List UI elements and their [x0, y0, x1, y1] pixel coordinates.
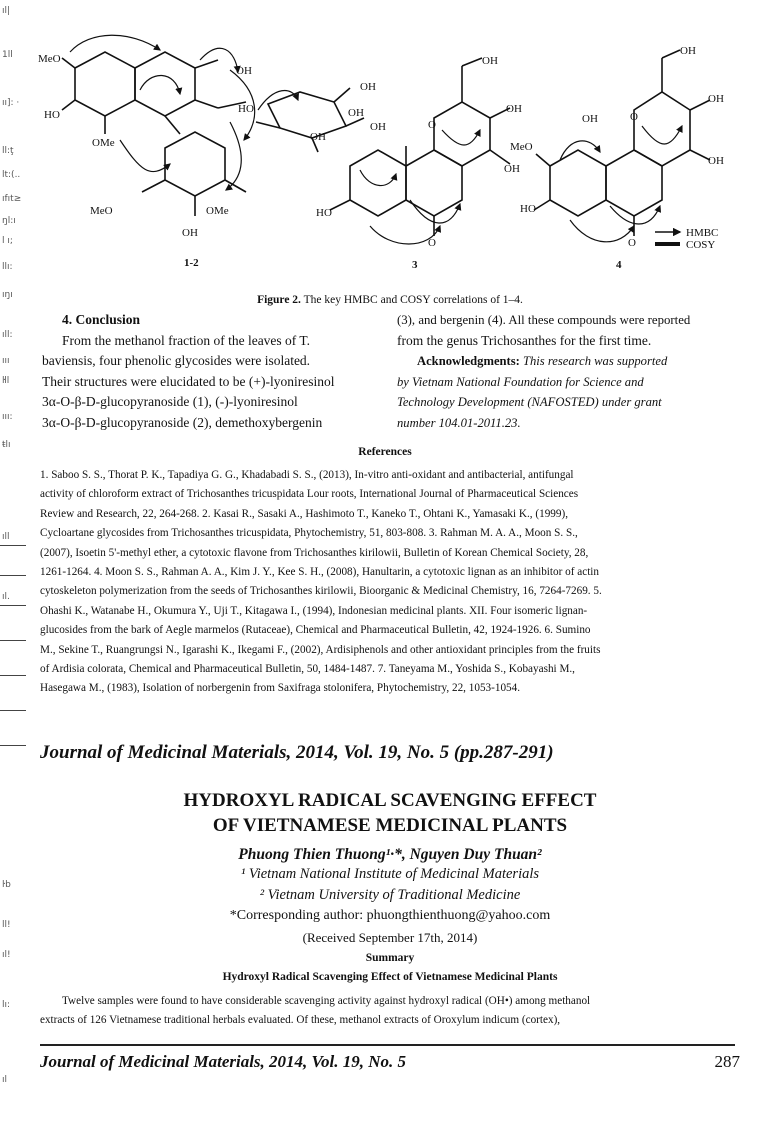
atom-label: MeO: [38, 53, 61, 65]
atom-label: OH: [582, 113, 598, 125]
atom-label: OH: [708, 155, 724, 167]
margin-scrap: ıll: [2, 532, 10, 542]
compound-4-skeleton: [534, 50, 710, 242]
margin-line: [0, 575, 26, 576]
margin-scrap: ıl|: [2, 6, 11, 16]
margin-line: [0, 545, 26, 546]
journal-line: Journal of Medicinal Materials, 2014, Vol. 19, No. 5 (pp.287-291): [40, 742, 554, 763]
reference-line: cytoskeleton polymerization from the seeds of Trichosanthes kirilowii, Bioorganic & Medicinal Chemistry, 16, 7264-7269. 5.: [40, 585, 602, 598]
atom-label: HO: [316, 207, 332, 219]
atom-label: OMe: [92, 137, 115, 149]
atom-label: HO: [520, 203, 536, 215]
legend-cosy: COSY: [686, 239, 716, 251]
margin-scrap: ııı:: [2, 412, 13, 422]
reference-line: glucosides from the bark of Aegle marmelos (Rutaceae), Chemical and Pharmaceutical Bulletin, 42, 1924-1926. 6. Sumino: [40, 624, 591, 637]
reference-line: 1. Saboo S. S., Thorat P. K., Tapadiya G. G., Khadabadi S. S., (2013), In-vitro anti-oxidant and antibacterial, antifungal: [40, 469, 574, 481]
atom-label: MeO: [90, 205, 113, 217]
margin-scrap: lt:(..: [2, 170, 21, 180]
received-date: (Received September 17th, 2014): [302, 930, 478, 945]
reference-line: (2007), Isoetin 5'-methyl ether, a cytotoxic flavone from Trichosanthes kirilowii, Bulletin of Korean Chemical Society, 28,: [40, 546, 589, 559]
atom-label: OH: [360, 81, 376, 93]
margin-scrap: ŀll: [2, 376, 10, 386]
margin-scrap: ıŋı: [2, 290, 13, 300]
reference-line: of Ardisia colorata, Chemical and Pharmaceutical Bulletin, 50, 1484-1487. 7. Taneyama M., Yoshida S., Kobayashi M.,: [40, 663, 575, 676]
margin-line: [0, 675, 26, 676]
atom-label: MeO: [510, 141, 533, 153]
margin-scrap: llı:: [2, 262, 13, 272]
figure-caption: [120, 294, 660, 306]
atom-label: OH: [370, 121, 386, 133]
atom-label: O: [628, 237, 636, 249]
margin-scrap: ŧlı: [2, 440, 11, 450]
atom-label: OH: [482, 55, 498, 67]
footer-journal: Journal of Medicinal Materials, 2014, Vol. 19, No. 5: [40, 1052, 407, 1071]
summary-line: extracts of 126 Vietnamese traditional herbals evaluated. Of these, methanol extracts of Oroxylum indicum (cortex),: [40, 1014, 561, 1026]
margin-line: [0, 640, 26, 641]
summary-line: Twelve samples were found to have considerable scavenging activity against hydroxyl radical (OH•) among methanol: [62, 995, 591, 1007]
margin-scrap: ll:ţ: [2, 146, 14, 156]
summary-subheading: Hydroxyl Radical Scavenging Effect of Vietnamese Medicinal Plants: [222, 971, 558, 983]
margin-scrap: ııı: [2, 356, 10, 366]
atom-label: OH: [680, 45, 696, 57]
references-heading: References: [358, 446, 412, 458]
margin-scrap: ıll:: [2, 330, 13, 340]
atom-label: OH: [182, 227, 198, 239]
margin-line: [0, 710, 26, 711]
margin-scrap: ıfıt≥: [2, 194, 22, 204]
reference-line: Hasegawa M., (1983), Isolation of norbergenin from Saxifraga stolonifera, Phytochemistry, 22, 1053-1054.: [40, 682, 521, 695]
margin-scrap: lı:: [2, 1000, 11, 1010]
figure-caption-text: The key HMBC and COSY correlations of 1–4.: [300, 294, 523, 306]
acknowledgments: [397, 351, 737, 372]
atom-label: OH: [708, 93, 724, 105]
margin-scrap: ıl.: [2, 592, 10, 602]
conclusion-heading: 4. Conclusion: [62, 312, 141, 327]
right-column: [397, 310, 737, 433]
compound-label: 4: [616, 259, 622, 271]
structures-figure: [30, 30, 750, 292]
legend-hmbc: HMBC: [686, 227, 719, 239]
atom-label: OH: [348, 107, 364, 119]
ack-line: by Vietnam National Foundation for Science and: [397, 374, 644, 389]
right-line: from the genus Trichosanthes for the first time.: [397, 332, 652, 348]
conclusion-line: baviensis, four phenolic glycosides were isolated.: [42, 353, 311, 368]
conclusion-line: 3α-O-β-D-glucopyranoside (2), demethoxybergenin: [42, 414, 323, 430]
conclusion-line: 3α-O-β-D-glucopyranoside (1), (-)-lyoniresinol: [42, 394, 298, 409]
reference-line: Review and Research, 22, 264-268. 2. Kasai R., Sasaki A., Hashimoto T., Kaneko T., Ohtani K., Yamasaki K., (1999),: [40, 507, 569, 520]
reference-line: Ohashi K., Watanabe H., Okumura Y., Uji T., Kitagawa I., (1994), Indonesian medicinal plants. XII. Four isomeric lignan-: [40, 604, 588, 617]
references-block: [40, 466, 740, 699]
atom-label: O: [630, 111, 638, 123]
corresponding-author: *Corresponding author: phuongthienthuong@yahoo.com: [229, 908, 551, 923]
conclusion-section: [42, 310, 382, 433]
affiliation: ² Vietnam University of Traditional Medicine: [259, 887, 521, 903]
page-number: 287: [714, 1052, 740, 1071]
reference-line: M., Sekine T., Ruangrungsi N., Igarashi K., Ikegami F., (2002), Ardisiphenols and other antioxidant principles from the fruits: [40, 643, 601, 656]
margin-scrap: ŀb: [2, 880, 11, 890]
conclusion-line: Their structures were elucidated to be (+)-lyoniresinol: [42, 373, 335, 389]
margin-scrap: 1ll: [2, 50, 13, 60]
atom-label: O: [428, 237, 436, 249]
atom-label: OMe: [206, 205, 229, 217]
margin-line: [0, 745, 26, 746]
reference-line: 1261-1264. 4. Moon S. S., Rahman A. A., Kim J. Y., Kee S. H., (2008), Hanultarin, a cytotoxic lignan as an inhibitor of actin: [40, 566, 600, 579]
reference-line: Cycloartane glycosides from Trichosanthes tricuspidata, Phytochemistry, 51, 803-808. 3. Rahman M. A. A., Moon S. S.,: [40, 527, 578, 540]
atom-label: HO: [238, 103, 254, 115]
margin-scrap: ll!: [2, 920, 11, 930]
atom-label: OH: [504, 163, 520, 175]
margin-scrap: l ı;: [2, 236, 13, 246]
conclusion-line: From the methanol fraction of the leaves of T.: [62, 332, 311, 348]
right-line: (3), and bergenin (4). All these compounds were reported: [397, 313, 691, 327]
affiliation: ¹ Vietnam National Institute of Medicinal Materials: [240, 866, 540, 882]
margin-scraps: [0, 0, 30, 1121]
article-title-line: HYDROXYL RADICAL SCAVENGING EFFECT: [183, 790, 597, 811]
article-authors: Phuong Thien Thuong¹·*, Nguyen Duy Thuan²: [238, 846, 542, 863]
compound-1-2-skeleton: [62, 35, 364, 216]
compound-label: 1-2: [184, 257, 199, 269]
atom-label: HO: [44, 109, 60, 121]
ack-label: Acknowledgments:: [417, 354, 520, 368]
margin-scrap: ıı]: ·: [2, 98, 20, 108]
atom-label: OH: [310, 131, 326, 143]
footer-rule: [40, 1044, 735, 1046]
ack-text: This research was supported: [519, 354, 668, 368]
margin-line: [0, 605, 26, 606]
atom-label: OH: [506, 103, 522, 115]
ack-line: number 104.01-2011.23.: [397, 415, 521, 430]
atom-label: OH: [236, 65, 252, 77]
compound-label: 3: [412, 259, 418, 271]
margin-scrap: ŋl:ı: [2, 216, 16, 226]
margin-scrap: ıl: [2, 1075, 8, 1085]
summary-text: [40, 992, 740, 1030]
ack-line: Technology Development (NAFOSTED) under grant: [397, 395, 662, 409]
figure-caption-label: Figure 2.: [257, 294, 301, 306]
atom-label: O: [428, 119, 436, 131]
reference-line: activity of chloroform extract of Trichosanthes tricuspidata Lour roots, International Journal of Pharmaceutical Sciences: [40, 488, 579, 501]
article-title-line: OF VIETNAMESE MEDICINAL PLANTS: [212, 815, 568, 836]
margin-scrap: ıl!: [2, 950, 11, 960]
summary-heading: Summary: [365, 952, 415, 964]
compound-3-skeleton: [330, 58, 510, 244]
